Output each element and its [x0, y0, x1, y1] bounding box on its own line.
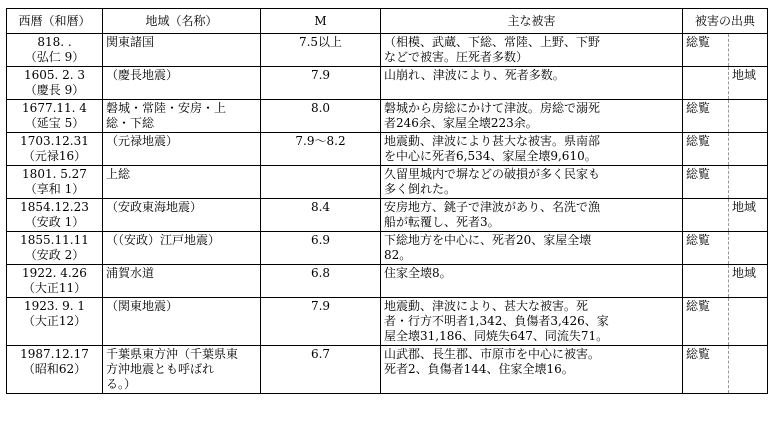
damage-cell-line: 山武郡、長生郡、市原市を中心に被害。	[384, 347, 601, 361]
source-summary-cell: 総覧	[683, 133, 729, 166]
region-cell	[103, 67, 261, 100]
source-regional-cell	[729, 298, 768, 346]
date-cell-line: 1703.12.31	[20, 134, 89, 148]
source-regional-cell	[729, 100, 768, 133]
damage-cell-line: 船が転覆し、死者3。	[384, 215, 500, 229]
region-cell	[103, 133, 261, 166]
damage-cell-line: 者・行方不明者1,342、負傷者3,426、家	[384, 314, 609, 328]
magnitude-cell: 8.4	[261, 199, 381, 232]
source-summary-cell: 総覧	[683, 346, 729, 394]
magnitude-cell	[261, 166, 381, 199]
region-cell-line: （元禄地震）	[106, 134, 179, 148]
magnitude-cell: 7.5以上	[261, 34, 381, 67]
source-summary-cell: 総覧	[683, 34, 729, 67]
damage-cell-line: 地震動、津波により、甚大な被害。死	[384, 299, 589, 313]
region-cell-line: 浦賀水道	[106, 266, 155, 280]
date-cell-line: （慶長 9）	[24, 83, 85, 97]
source-summary-cell	[683, 199, 729, 232]
date-cell	[7, 67, 103, 100]
damage-cell	[381, 166, 683, 199]
header-region: 地域（名称）	[103, 9, 261, 34]
date-cell-line: （元禄16）	[22, 149, 87, 163]
table-row	[7, 67, 768, 100]
damage-cell	[381, 199, 683, 232]
magnitude-cell: 7.9～8.2	[261, 133, 381, 166]
date-cell-line: （大正12）	[22, 314, 87, 328]
date-cell-line: （大正11）	[22, 281, 87, 295]
region-cell-line: （（安政）江戸地震）	[106, 233, 221, 247]
damage-cell-line: （相模、武蔵、下総、常陸、上野、下野	[384, 35, 601, 49]
source-summary-cell: 総覧	[683, 232, 729, 265]
date-cell-line: （享和 1）	[24, 182, 85, 196]
header-date: 西暦（和暦）	[7, 9, 103, 34]
region-cell	[103, 298, 261, 346]
date-cell-line: 1677.11. 4	[22, 101, 87, 115]
magnitude-cell: 6.7	[261, 346, 381, 394]
source-regional-cell: 地域	[729, 265, 768, 298]
date-cell	[7, 133, 103, 166]
damage-cell-line: などで被害。圧死者多数）	[384, 50, 529, 64]
damage-cell-line: 者246余、家屋全壊223余。	[384, 116, 538, 130]
damage-cell-line: を中心に死者6,534、家屋全壊9,610。	[384, 149, 597, 163]
magnitude-cell: 7.9	[261, 298, 381, 346]
date-cell-line: 818. .	[37, 35, 72, 49]
date-cell-line: （弘仁 9）	[24, 50, 85, 64]
table-row	[7, 346, 768, 394]
table-row	[7, 232, 768, 265]
source-summary-cell	[683, 265, 729, 298]
damage-cell	[381, 100, 683, 133]
header-magnitude: M	[261, 9, 381, 34]
magnitude-cell: 6.9	[261, 232, 381, 265]
damage-cell	[381, 133, 683, 166]
damage-cell-line: 屋全壊31,186、同焼失647、同流失71。	[384, 329, 609, 343]
region-cell	[103, 166, 261, 199]
date-cell-line: 1605. 2. 3	[23, 68, 86, 82]
magnitude-cell: 7.9	[261, 67, 381, 100]
date-cell-line: （安政 1）	[24, 215, 85, 229]
region-cell-line: 上総	[106, 167, 131, 181]
header-source: 被害の出典	[683, 9, 768, 34]
source-regional-cell	[729, 232, 768, 265]
table-row	[7, 133, 768, 166]
damage-cell-line: 多く倒れた。	[384, 182, 457, 196]
damage-cell	[381, 67, 683, 100]
date-cell-line: 1923. 9. 1	[23, 299, 86, 313]
source-regional-cell	[729, 346, 768, 394]
date-cell	[7, 298, 103, 346]
source-regional-cell: 地域	[729, 67, 768, 100]
damage-cell	[381, 298, 683, 346]
damage-cell-line: 地震動、津波により甚大な被害。県南部	[384, 134, 601, 148]
damage-cell	[381, 346, 683, 394]
date-cell	[7, 265, 103, 298]
damage-cell-line: 下総地方を中心に、死者20、家屋全壊	[384, 233, 592, 247]
region-cell-line: 磐城・常陸・安房・上	[106, 101, 227, 115]
damage-cell-line: 安房地方、銚子で津波があり、名洗で漁	[384, 200, 601, 214]
region-cell-line: 総・下総	[106, 116, 155, 130]
damage-cell	[381, 232, 683, 265]
date-cell-line: （安政 2）	[24, 248, 85, 262]
source-summary-cell: 総覧	[683, 298, 729, 346]
source-summary-cell	[683, 67, 729, 100]
damage-cell-line: 死者2、負傷者144、住家全壊16。	[384, 362, 574, 376]
table-row	[7, 34, 768, 67]
date-cell	[7, 232, 103, 265]
table-row	[7, 199, 768, 232]
magnitude-cell: 8.0	[261, 100, 381, 133]
date-cell-line: 1854.12.23	[20, 200, 89, 214]
date-cell-line: 1801. 5.27	[22, 167, 87, 181]
date-cell-line: （昭和62）	[22, 362, 87, 376]
magnitude-cell: 6.8	[261, 265, 381, 298]
table-row	[7, 265, 768, 298]
region-cell	[103, 265, 261, 298]
region-cell-line: （安政東海地震）	[106, 200, 203, 214]
region-cell-line: る。）	[106, 377, 137, 391]
source-regional-cell	[729, 34, 768, 67]
region-cell	[103, 232, 261, 265]
damage-cell-line: 82。	[384, 248, 412, 262]
date-cell	[7, 199, 103, 232]
date-cell-line: 1855.11.11	[20, 233, 89, 247]
date-cell-line: 1922. 4.26	[22, 266, 87, 280]
date-cell-line: 1987.12.17	[20, 347, 89, 361]
header-damage: 主な被害	[381, 9, 683, 34]
region-cell-line: （慶長地震）	[106, 68, 179, 82]
damage-cell	[381, 265, 683, 298]
region-cell-line: （関東地震）	[106, 299, 179, 313]
region-cell-line: 方沖地震とも呼ばれ	[106, 362, 215, 376]
earthquake-history-table	[6, 8, 768, 394]
region-cell	[103, 199, 261, 232]
damage-cell	[381, 34, 683, 67]
date-cell	[7, 166, 103, 199]
damage-cell-line: 久留里城内で塀などの破損が多く民家も	[384, 167, 601, 181]
region-cell	[103, 346, 261, 394]
source-summary-cell: 総覧	[683, 100, 729, 133]
date-cell	[7, 34, 103, 67]
region-cell-line: 千葉県東方沖（千葉県東	[106, 347, 239, 361]
damage-cell-line: 磐城から房総にかけて津波。房総で溺死	[384, 101, 601, 115]
source-regional-cell	[729, 133, 768, 166]
header-row	[7, 9, 768, 34]
region-cell-line: 関東諸国	[106, 35, 155, 49]
source-regional-cell: 地域	[729, 199, 768, 232]
table-row	[7, 298, 768, 346]
region-cell	[103, 100, 261, 133]
table-row	[7, 166, 768, 199]
damage-cell-line: 山崩れ、津波により、死者多数。	[384, 68, 565, 82]
date-cell	[7, 346, 103, 394]
date-cell	[7, 100, 103, 133]
source-summary-cell: 総覧	[683, 166, 729, 199]
source-regional-cell	[729, 166, 768, 199]
damage-cell-line: 住家全壊8。	[384, 266, 452, 280]
table-row	[7, 100, 768, 133]
region-cell	[103, 34, 261, 67]
table-body	[7, 34, 768, 394]
date-cell-line: （延宝 5）	[24, 116, 85, 130]
